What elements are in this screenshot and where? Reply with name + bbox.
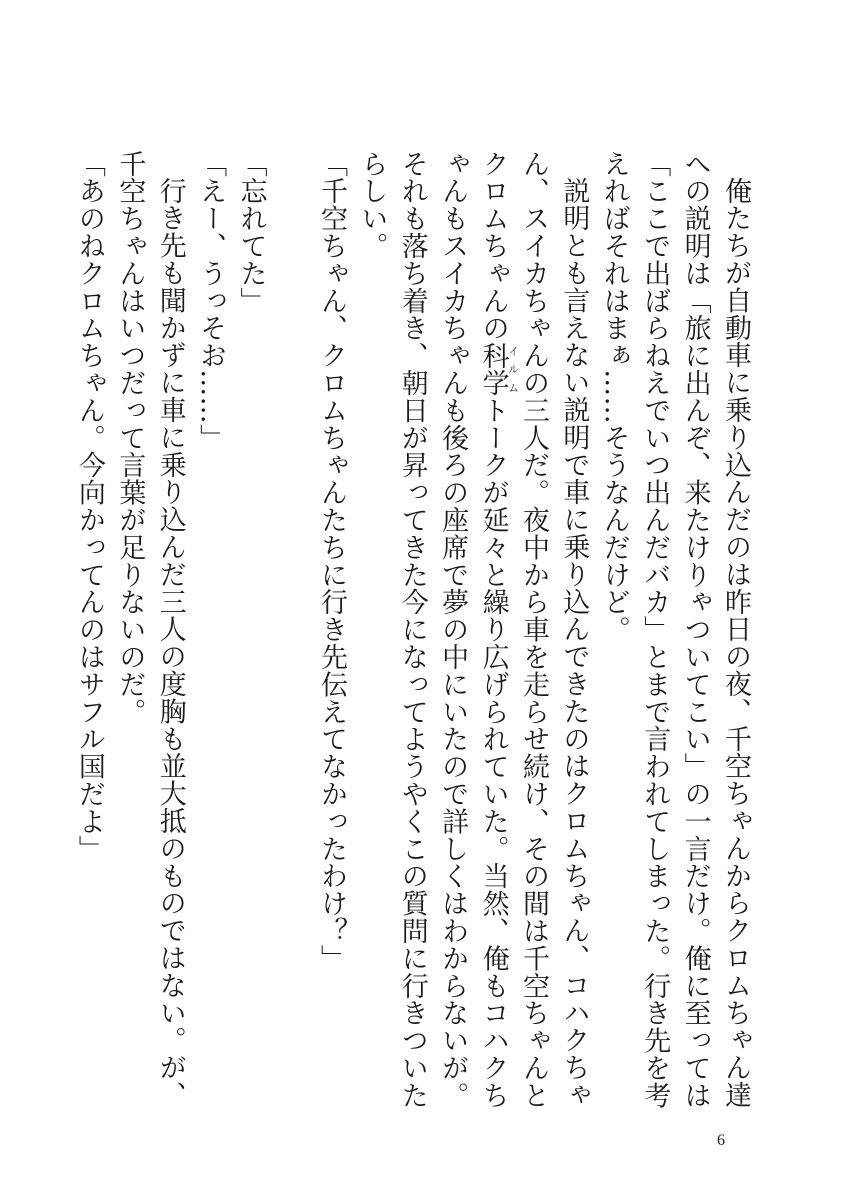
- ruby-science: [477, 341, 520, 397]
- paragraph-1: 俺たちが自動車に乗り込んだのは昨日の夜、千空ちゃんからクロムちゃん達への説明は「旅に出んぞ、来たけりゃついてこい」の一言だけ。俺に至っては「ここで出ばらねえでいつ出んだバカ」とまで言われてしまった。行き先を考えればそれはまぁ……そうなんだけど。: [598, 150, 751, 1109]
- dialogue-2: 「忘れてた」: [235, 150, 267, 315]
- paragraph-3: 行き先も聞かずに車に乗り込んだ三人の度胸も並大抵のものではない。が、千空ちゃんはいつだって言葉が足りないのだ。: [114, 150, 186, 1109]
- page-number: 6: [717, 1132, 725, 1149]
- dialogue-4: 「あのねクロムちゃん。今向かってんのはサフル国だよ」: [73, 150, 105, 863]
- paragraph-2-text-cont: トークが延々と繰り広げられていた。当然、俺もコハクちゃんもスイカちゃんも後ろの座席で夢の中にいたので詳しくはわからないが。それも落ち着き、朝日が昇ってきた今になってようやくこの質問に行きついたらしい。: [356, 150, 509, 1110]
- dialogue-1: 「千空ちゃん、クロムちゃんたちに行き先伝えてなかったわけ？」: [315, 150, 347, 972]
- ruby-base: 科学: [477, 341, 509, 397]
- dialogue-3: 「えー、うっそお……」: [195, 150, 227, 452]
- paragraph-2-text: 説明とも言えない説明で車に乗り込んできたのはクロムちゃん、コハクちゃん、スイカちゃんの三人だ。夜中から車を走らせ続け、その間は千空ちゃんとクロムちゃんの: [477, 150, 590, 1109]
- paragraph-2: [351, 150, 593, 1130]
- vertical-text-body: [69, 150, 756, 1130]
- ruby-reading: イルム: [506, 341, 520, 397]
